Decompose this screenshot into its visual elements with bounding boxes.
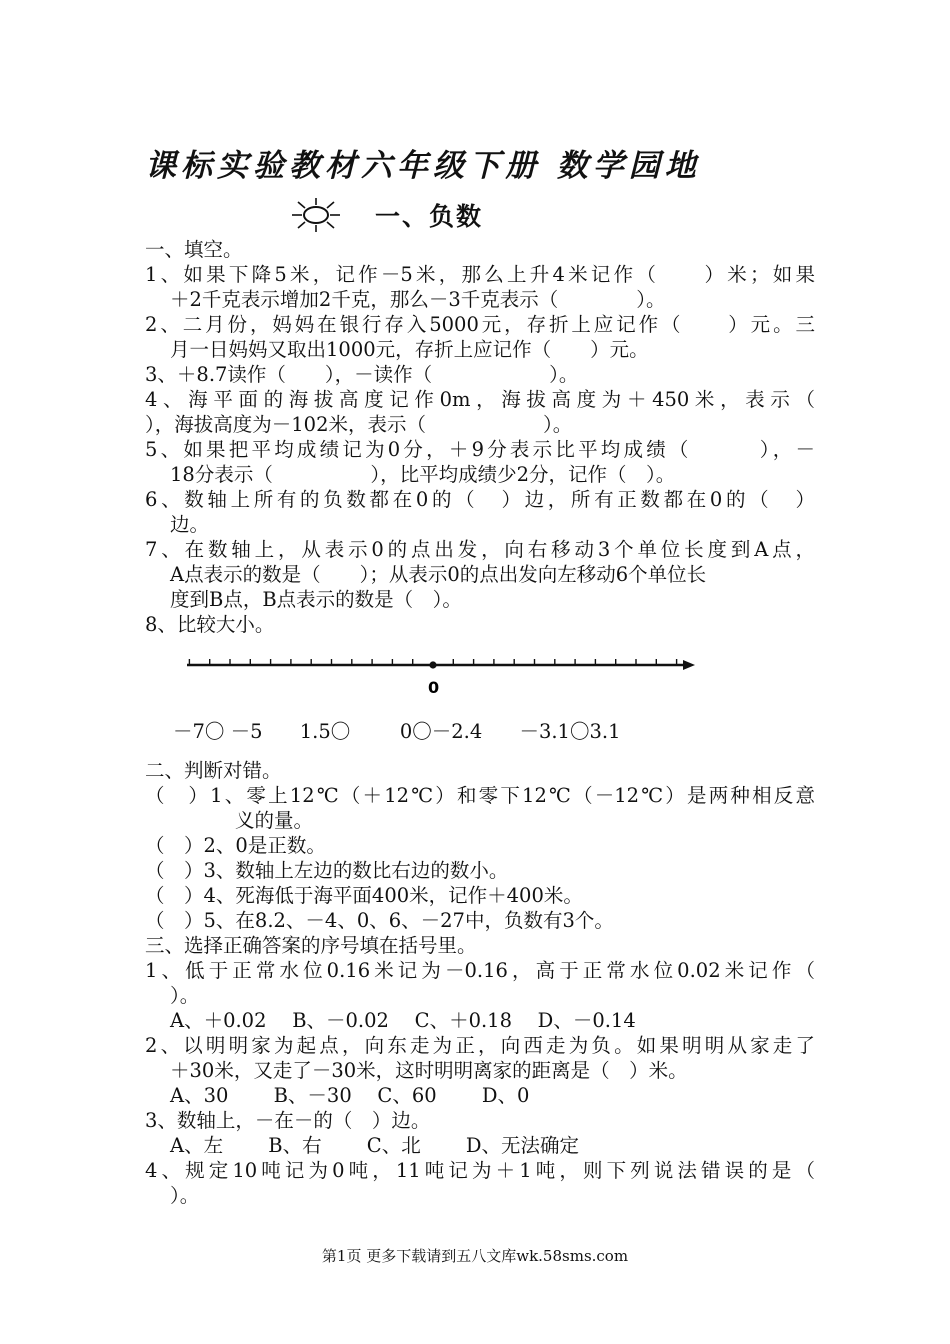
comparison-item: －3.1〇3.1 <box>519 720 621 743</box>
question-line: 4、海平面的海拔高度记作0m，海拔高度为＋450米，表示（ <box>145 388 815 411</box>
number-line <box>185 651 815 713</box>
comparison-row <box>145 719 815 744</box>
number-line-origin-point <box>429 661 436 668</box>
page-footer: 第1页 更多下载请到五八文库wk.58sms.com <box>321 1247 629 1265</box>
judgement-line: （ ）4、死海低于海平面400米，记作＋400米。 <box>145 884 583 907</box>
question-line: 2、二月份，妈妈在银行存入5000元，存折上应记作（ ）元。三 <box>145 313 815 336</box>
choice-line: 4、规定10吨记为0吨，11吨记为＋1吨，则下列说法错误的是（ <box>145 1159 815 1182</box>
judgement-line: （ ）3、数轴上左边的数比右边的数小。 <box>145 859 509 882</box>
document-title: 课标实验教材六年级下册 数学园地 <box>145 148 701 184</box>
comparison-item: 1.5〇 <box>299 720 351 743</box>
choice-options: A、＋0.02 B、－0.02 C、＋0.18 D、－0.14 <box>170 1009 636 1032</box>
question-line: 7、在数轴上，从表示0的点出发，向右移动3个单位长度到A点， <box>145 538 815 561</box>
choice-line: ＋30米，又走了－30米，这时明明离家的距离是（ ）米。 <box>170 1059 688 1082</box>
choice-line: 3、数轴上，－在－的（ ）边。 <box>145 1109 431 1132</box>
question-line: A点表示的数是（ ）；从表示0的点出发向左移动6个单位长 <box>170 563 707 586</box>
choice-line: 1、低于正常水位0.16米记为－0.16，高于正常水位0.02米记作（ <box>145 959 815 982</box>
question-line: 月一日妈妈又取出1000元，存折上应记作（ ）元。 <box>170 338 649 361</box>
section-heading: 三、选择正确答案的序号填在括号里。 <box>145 934 477 957</box>
judgement-line: （ ）1、零上12℃（＋12℃）和零下12℃（－12℃）是两种相反意 <box>145 784 815 807</box>
question-line: ＋2千克表示增加2千克，那么－3千克表示（ ）。 <box>170 288 666 311</box>
choice-options: A、左 B、右 C、北 D、无法确定 <box>170 1134 580 1157</box>
choice-line: ）。 <box>170 984 200 1007</box>
number-line-zero-label: 0 <box>428 678 440 697</box>
question-line: 度到B点，B点表示的数是（ ）。 <box>170 588 462 611</box>
question-line: 6、数轴上所有的负数都在0的（ ）边，所有正数都在0的（ ） <box>145 488 815 511</box>
question-line: 5、如果把平均成绩记为0分，＋9分表示比平均成绩（ ），－ <box>145 438 815 461</box>
choice-line: 2、以明明家为起点，向东走为正，向西走为负。如果明明从家走了 <box>145 1034 815 1057</box>
question-line: 1、如果下降5米，记作－5米，那么上升4米记作（ ）米；如果 <box>145 263 815 286</box>
choice-line: ）。 <box>170 1184 200 1207</box>
question-line: 8、比较大小。 <box>145 613 275 636</box>
question-line: ），海拔高度为－102米，表示（ ）。 <box>145 413 573 436</box>
worksheet-body <box>145 237 815 1208</box>
sun-icon <box>290 196 342 234</box>
question-line: 18分表示（ ），比平均成绩少2分，记作（ ）。 <box>170 463 676 486</box>
section-heading: 二、判断对错。 <box>145 759 282 782</box>
question-line: 边。 <box>170 513 210 536</box>
judgement-line: 义的量。 <box>235 809 314 832</box>
section-heading: 一、填空。 <box>145 238 243 261</box>
number-line-graphic <box>185 651 705 713</box>
comparison-item: 0〇－2.4 <box>399 720 483 743</box>
judgement-line: （ ）2、0是正数。 <box>145 834 326 857</box>
judgement-line: （ ）5、在8.2、－4、0、6、－27中，负数有3个。 <box>145 909 614 932</box>
choice-options: A、30 B、－30 C、60 D、0 <box>170 1084 530 1107</box>
comparison-item: －7〇 －5 <box>173 720 263 743</box>
section-title: 一、负数 <box>375 202 484 231</box>
number-line-arrow <box>683 660 695 670</box>
question-line: 3、＋8.7读作（ ），－读作（ ）。 <box>145 363 579 386</box>
